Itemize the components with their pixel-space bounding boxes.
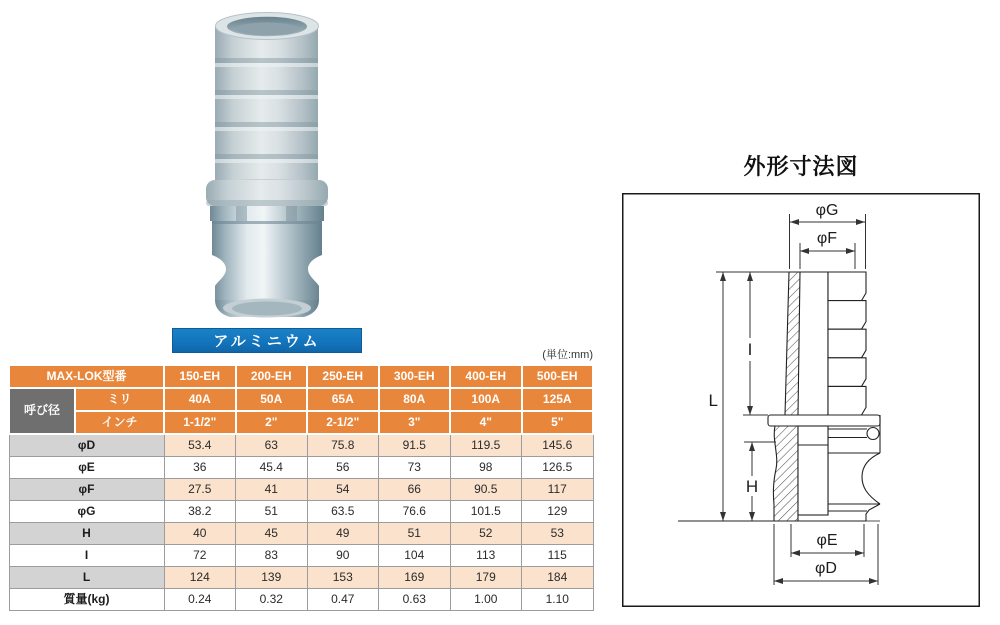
value-cell: 66 (379, 479, 451, 501)
size-inch-cell: 1-1/2" (164, 411, 236, 434)
spec-table (8, 364, 594, 611)
value-cell: 56 (307, 457, 379, 479)
value-cell: 75.8 (307, 434, 379, 457)
value-cell: 153 (307, 567, 379, 589)
value-cell: 184 (522, 567, 594, 589)
table-row (9, 567, 593, 589)
value-cell: 38.2 (164, 501, 236, 523)
units-note: (単位:mm) (542, 349, 593, 361)
value-cell: 90 (307, 545, 379, 567)
model-cell: 250-EH (307, 365, 379, 388)
material-label: アルミニウム (213, 333, 321, 350)
value-cell: 115 (522, 545, 594, 567)
size-mm-cell: 125A (522, 388, 594, 411)
value-cell: 63 (236, 434, 308, 457)
value-cell: 0.63 (379, 589, 451, 611)
value-cell: 45.4 (236, 457, 308, 479)
value-cell: 73 (379, 457, 451, 479)
model-cell: 150-EH (164, 365, 236, 388)
value-cell: 51 (379, 523, 451, 545)
dim-label-phiE: φE (816, 532, 838, 549)
model-cell: 300-EH (379, 365, 451, 388)
nominal-size-cell: 呼び径 (9, 388, 75, 434)
size-mm-cell: 80A (379, 388, 451, 411)
value-cell: 139 (236, 567, 308, 589)
spec-table-body (9, 365, 593, 611)
value-cell: 0.32 (236, 589, 308, 611)
value-cell: 53.4 (164, 434, 236, 457)
dimension-label-cell: φF (9, 479, 164, 501)
value-cell: 76.6 (379, 501, 451, 523)
table-row (9, 523, 593, 545)
model-cell: 400-EH (450, 365, 522, 388)
dimension-label-cell: φG (9, 501, 164, 523)
size-inch-cell: 2-1/2" (307, 411, 379, 434)
value-cell: 91.5 (379, 434, 451, 457)
size-inch-cell: 4" (450, 411, 522, 434)
value-cell: 83 (236, 545, 308, 567)
dimension-label-cell: I (9, 545, 164, 567)
value-cell: 1.00 (450, 589, 522, 611)
size-inch-cell: 5" (522, 411, 594, 434)
product-photo (180, 6, 355, 322)
dimension-label-cell: 質量(kg) (9, 589, 164, 611)
value-cell: 98 (450, 457, 522, 479)
size-mm-cell: 65A (307, 388, 379, 411)
model-header-row (9, 365, 593, 388)
value-cell: 0.47 (307, 589, 379, 611)
value-cell: 1.10 (522, 589, 594, 611)
value-cell: 119.5 (450, 434, 522, 457)
value-cell: 101.5 (450, 501, 522, 523)
model-header-cell: MAX-LOK型番 (9, 365, 164, 388)
model-cell: 200-EH (236, 365, 308, 388)
value-cell: 145.6 (522, 434, 594, 457)
value-cell: 63.5 (307, 501, 379, 523)
value-cell: 126.5 (522, 457, 594, 479)
size-mm-cell: 100A (450, 388, 522, 411)
value-cell: 53 (522, 523, 594, 545)
value-cell: 27.5 (164, 479, 236, 501)
value-cell: 169 (379, 567, 451, 589)
dimension-label-cell: φD (9, 434, 164, 457)
material-label-badge (172, 328, 362, 353)
value-cell: 104 (379, 545, 451, 567)
value-cell: 179 (450, 567, 522, 589)
dim-label-phiF: φF (816, 230, 838, 247)
hose-shank (215, 13, 319, 190)
dim-label-phiD: φD (815, 560, 837, 577)
table-row (9, 434, 593, 457)
unit-row-label: ミリ (75, 388, 164, 411)
table-row (9, 501, 593, 523)
value-cell: 72 (164, 545, 236, 567)
value-cell: 36 (164, 457, 236, 479)
model-cell: 500-EH (522, 365, 594, 388)
table-row (9, 479, 593, 501)
value-cell: 129 (522, 501, 594, 523)
dimension-label-cell: φE (9, 457, 164, 479)
table-row (9, 457, 593, 479)
dimension-label-cell: H (9, 523, 164, 545)
value-cell: 52 (450, 523, 522, 545)
value-cell: 117 (522, 479, 594, 501)
size-inch-cell: 3" (379, 411, 451, 434)
dimension-label-cell: L (9, 567, 164, 589)
value-cell: 41 (236, 479, 308, 501)
dim-label-H: H (745, 477, 759, 496)
camlock-plug (206, 180, 328, 318)
value-cell: 54 (307, 479, 379, 501)
value-cell: 0.24 (164, 589, 236, 611)
size-mm-cell: 50A (236, 388, 308, 411)
size-inch-row (9, 411, 593, 434)
table-row (9, 545, 593, 567)
value-cell: 49 (307, 523, 379, 545)
value-cell: 45 (236, 523, 308, 545)
size-mm-cell: 40A (164, 388, 236, 411)
value-cell: 90.5 (450, 479, 522, 501)
dimension-diagram (622, 193, 980, 607)
value-cell: 124 (164, 567, 236, 589)
diagram-frame (623, 194, 980, 607)
dim-label-I: I (747, 340, 753, 359)
value-cell: 51 (236, 501, 308, 523)
table-row (9, 589, 593, 611)
size-mm-row (9, 388, 593, 411)
dim-label-L: L (708, 391, 718, 410)
unit-row-label: インチ (75, 411, 164, 434)
dim-label-phiG: φG (815, 202, 839, 219)
size-inch-cell: 2" (236, 411, 308, 434)
diagram-title: 外形寸法図 (743, 154, 859, 179)
value-cell: 113 (450, 545, 522, 567)
value-cell: 40 (164, 523, 236, 545)
